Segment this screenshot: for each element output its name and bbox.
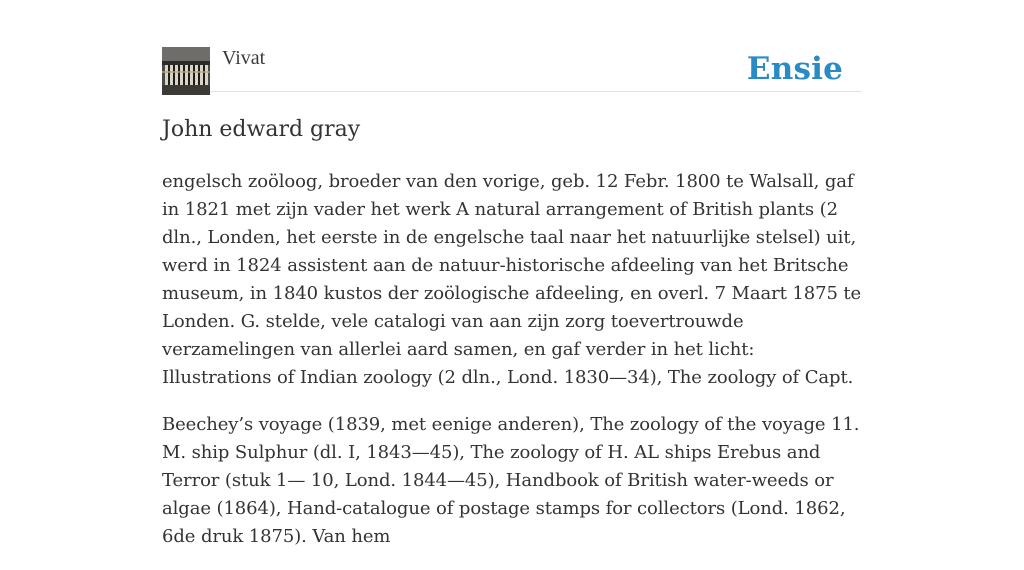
header [162, 0, 862, 92]
article-paragraph: Beechey’s voyage (1839, met eenige anderen), The zoology of the voyage 11. M. ship Sulphur (dl. I, 1843—45), The zoology of H. AL ships Erebus and Terror (stuk 1— 10, Lond. 1844—45), Handbook of British water-weeds or algae (1864), Hand-catalogue of postage stamps for collectors (Lond. 1862, 6de druk 1875). Van hem [162, 414, 860, 547]
source-avatar[interactable] [162, 47, 210, 95]
brand-logo[interactable]: Ensie [746, 51, 843, 87]
article-body [162, 168, 862, 570]
books-icon [162, 47, 210, 95]
source-name[interactable]: Vivat [222, 47, 266, 69]
article-card [162, 0, 862, 547]
article-paragraph: engelsch zoöloog, broeder van den vorige, geb. 12 Febr. 1800 te Walsall, gaf in 1821 met zijn vader het werk A natural arrangement of British plants (2 dln., Londen, het eerste in de engelsche taal naar het natuurlijke stelsel) uit, werd in 1824 assistent aan de natuur-historische afdeeling van het Britsche museum, in 1840 kustos der zoölogische afdeeling, en overl. 7 Maart 1875 te Londen. G. stelde, vele catalogi van aan zijn zorg toevertrouwde verzamelingen van allerlei aard samen, en gaf verder in het licht: Illustrations of Indian zoology (2 dln., Lond. 1830—34), The zoology of Capt. [162, 171, 862, 388]
article-title: John edward gray [162, 117, 361, 142]
